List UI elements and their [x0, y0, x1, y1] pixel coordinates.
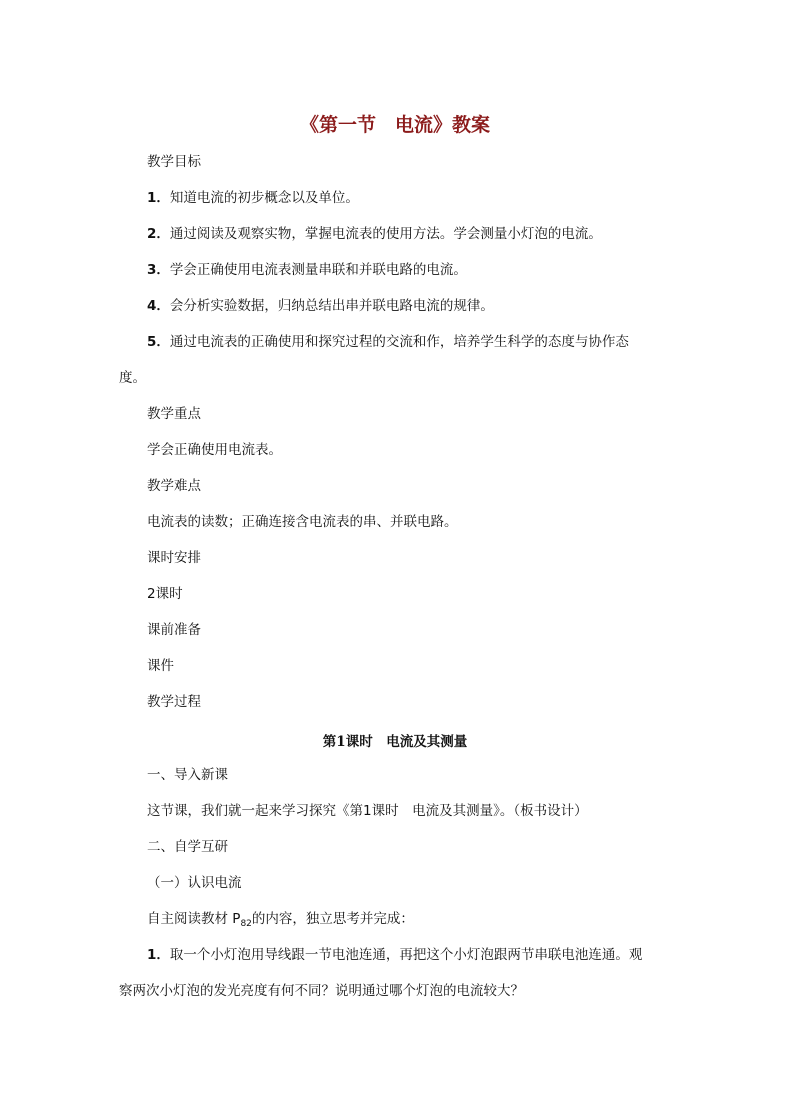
- goal-number: 2．: [147, 226, 170, 242]
- goal-text: 学会正确使用电流表测量串联和并联电路的电流。: [169, 262, 467, 278]
- self-study-heading: 二、自学互研: [147, 839, 228, 855]
- document-title: 《第一节 电流》教案: [299, 114, 490, 136]
- goal-number: 3．: [147, 262, 170, 278]
- key-heading: 教学重点: [147, 406, 201, 422]
- prep-heading: 课前准备: [147, 622, 201, 638]
- goal-item: [147, 297, 494, 315]
- goal-item: [147, 261, 467, 279]
- process-heading: 教学过程: [147, 694, 201, 710]
- intro-heading: 一、导入新课: [147, 767, 228, 783]
- goal-number: 1．: [147, 190, 170, 206]
- reading-post: 的内容，独立思考并完成：: [251, 911, 414, 927]
- prep-text: 课件: [147, 658, 174, 674]
- question-1-continuation: 察两次小灯泡的发光亮度有何不同？说明通过哪个灯泡的电流较大？: [119, 983, 524, 999]
- goals-heading: 教学目标: [147, 154, 201, 170]
- goal-number: 5．: [147, 334, 170, 350]
- goal-text: 通过阅读及观察实物，掌握电流表的使用方法。学会测量小灯泡的电流。: [169, 226, 602, 242]
- question-1: [147, 946, 642, 964]
- intro-text: 这节课，我们就一起来学习探究《第1课时 电流及其测量》。（板书设计）: [147, 803, 588, 819]
- goal-item: [147, 333, 629, 351]
- sub-heading-current: （一）认识电流: [147, 875, 242, 891]
- schedule-heading: 课时安排: [147, 550, 201, 566]
- goal-number: 4．: [147, 298, 170, 314]
- key-text: 学会正确使用电流表。: [147, 442, 282, 458]
- lesson-title: 第1课时 电流及其测量: [322, 734, 468, 750]
- question-text: 取一个小灯泡用导线跟一节电池连通，再把这个小灯泡跟两节串联电池连通。观: [169, 947, 643, 963]
- question-number: 1．: [147, 947, 170, 963]
- difficult-heading: 教学难点: [147, 478, 201, 494]
- goal-text: 知道电流的初步概念以及单位。: [169, 190, 359, 206]
- goal-item: [147, 225, 602, 243]
- goal-item: [147, 189, 359, 207]
- difficult-text: 电流表的读数；正确连接含电流表的串、并联电路。: [147, 514, 458, 530]
- goal-continuation: 度。: [119, 370, 146, 386]
- schedule-text: 2课时: [147, 586, 183, 602]
- goal-text: 会分析实验数据，归纳总结出串并联电路电流的规律。: [169, 298, 494, 314]
- reading-pre: 自主阅读教材 P: [147, 911, 241, 927]
- reading-instruction: [147, 910, 414, 933]
- page-subscript: 82: [240, 919, 252, 929]
- goal-text: 通过电流表的正确使用和探究过程的交流和作，培养学生科学的态度与协作态: [169, 334, 629, 350]
